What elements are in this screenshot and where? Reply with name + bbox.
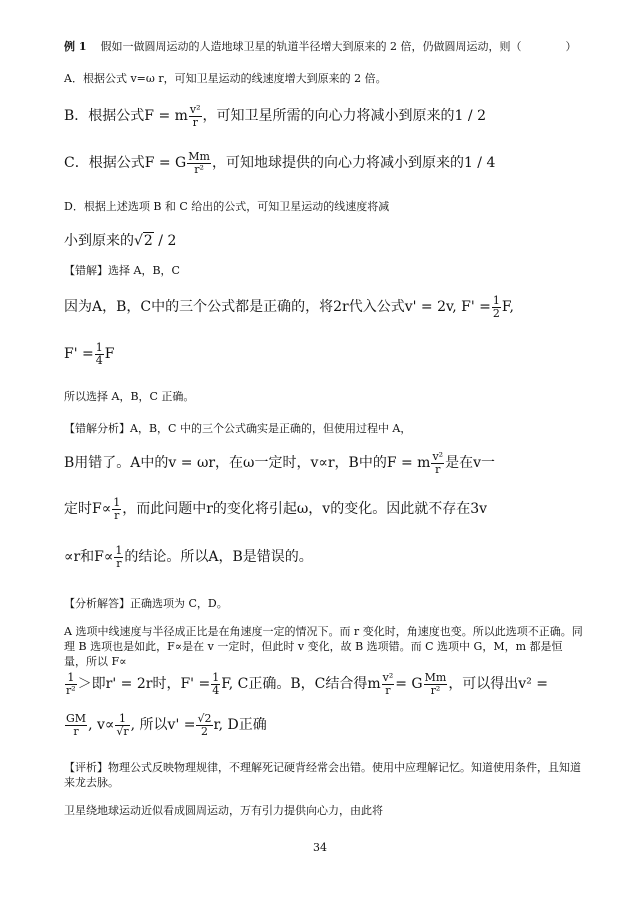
- eq1-text: ，可以得出v² =: [448, 676, 549, 693]
- eq1-text: F, C正确。B，C结合得m: [221, 676, 381, 693]
- wrong-label: 【错解】选择 A，B，C: [64, 264, 180, 277]
- fprime-pre: F' =: [64, 346, 94, 363]
- option-b: [64, 104, 486, 128]
- frac-denominator: r: [114, 508, 120, 522]
- frac-numerator: 1: [115, 713, 129, 726]
- wrong-because: [64, 295, 514, 319]
- sqrt-content: 2: [143, 233, 153, 249]
- fraction: [95, 342, 104, 366]
- frac-denominator: 2: [492, 306, 500, 320]
- frac-denominator: 2: [200, 724, 208, 738]
- eq2-text: , v∝: [88, 717, 115, 734]
- analysis-l3-post: 的结论。所以A，B是错误的。: [124, 549, 313, 566]
- example-question: [64, 38, 576, 54]
- solution-paragraph: A 选项中线速度与半径成正比是在角速度一定的情况下。而 r 变化时，角速度也变。所以此选项不正确。同理 B 选项也是如此，F∝是在 v 一定时，但此时 v 变化，故 B 选项错。而 C 选项中 G，M，m 都是恒量，所以 F∝: [64, 625, 583, 668]
- solution-eq-1: [64, 672, 548, 696]
- analysis-l1-pre: B用错了。A中的v = ωr，在ω一定时，v∝r，B中的F = m: [64, 455, 431, 472]
- solution-label: 【分析解答】正确选项为 C，D。: [64, 597, 228, 610]
- frac-numerator: Mm: [424, 671, 447, 684]
- frac-numerator: v²: [189, 103, 201, 116]
- fraction: [424, 672, 448, 696]
- frac-denominator: r²: [194, 162, 204, 176]
- fraction: [187, 151, 211, 175]
- frac-denominator: 4: [95, 353, 103, 367]
- frac-numerator: Mm: [188, 150, 210, 163]
- fraction: [382, 672, 395, 696]
- analysis-l1-post: 是在v一: [445, 455, 495, 472]
- frac-denominator: r: [435, 462, 441, 476]
- frac-numerator: GM: [66, 712, 87, 725]
- analysis-l3-pre: ∝r和F∝: [64, 549, 114, 566]
- fraction: [114, 545, 123, 569]
- option-b-post: ，可知卫星所需的向心力将减小到原来的1 / 2: [202, 108, 486, 125]
- frac-denominator: r²: [430, 683, 441, 697]
- option-c-pre: C．根据公式F = G: [64, 155, 187, 172]
- fraction: [189, 104, 202, 128]
- frac-denominator: r: [192, 115, 198, 129]
- frac-denominator: r²: [66, 683, 76, 697]
- fraction: [65, 672, 77, 696]
- frac-numerator: 1: [115, 544, 123, 557]
- fraction: [115, 713, 129, 737]
- eq1-text: = G: [395, 676, 423, 693]
- question-text: 假如一做圆周运动的人造地球卫星的轨道半径增大到原来的 2 倍，仍做圆周运动，则（ ）: [100, 40, 577, 53]
- page-number: 34: [313, 841, 327, 854]
- option-a: A．根据公式 v=ω r，可知卫星运动的线速度增大到原来的 2 倍。: [64, 72, 387, 85]
- analysis-line-3: [64, 545, 313, 569]
- frac-denominator: √r: [116, 724, 129, 738]
- option-c-post: ，可知地球提供的向心力将减小到原来的1 / 4: [211, 155, 496, 172]
- example-label: 例 1: [64, 40, 87, 53]
- frac-numerator: √2: [197, 712, 212, 725]
- analysis-line-1: [64, 451, 495, 475]
- option-d-cont: 小到原来的√2 / 2: [64, 233, 177, 249]
- frac-numerator: v²: [432, 450, 444, 463]
- frac-denominator: r: [385, 683, 391, 697]
- analysis-label: 【错解分析】A，B，C 中的三个公式确实是正确的，但使用过程中 A，: [64, 422, 412, 435]
- option-d-cont-pre: 小到原来的: [64, 233, 134, 249]
- eq1-text: ＞即r' = 2r时，F' =: [77, 676, 211, 693]
- frac-denominator: r: [73, 724, 79, 738]
- frac-numerator: 1: [212, 671, 220, 684]
- analysis-l2-pre: 定时F∝: [64, 501, 112, 518]
- because-pre: 因为A，B，C中的三个公式都是正确的，将2r代入公式v' = 2v, F' =: [64, 299, 491, 316]
- because-post: F,: [501, 299, 514, 316]
- frac-denominator: 4: [212, 683, 220, 697]
- wrong-so: 所以选择 A，B，C 正确。: [64, 390, 195, 403]
- comment-paragraph: 【评析】物理公式反映物理规律，不理解死记硬背经常会出错。使用中应理解记忆。知道使用条件，且知道来龙去脉。: [64, 761, 581, 789]
- frac-numerator: v²: [382, 671, 394, 684]
- comment-last-line: 卫星绕地球运动近似看成圆周运动，万有引力提供向心力，由此将: [64, 804, 383, 817]
- fraction: [112, 497, 121, 521]
- solution-eq-2: [64, 713, 267, 737]
- wrong-fprime: [64, 342, 114, 366]
- analysis-line-2: [64, 497, 487, 521]
- frac-numerator: 1: [65, 672, 77, 685]
- frac-numerator: 1: [113, 496, 121, 509]
- frac-numerator: 1: [95, 341, 103, 354]
- fraction: [492, 295, 501, 319]
- option-d-cont-post: / 2: [158, 233, 177, 249]
- analysis-l2-post: ，而此问题中r的变化将引起ω，v的变化。因此就不存在3v: [122, 501, 488, 518]
- fraction: [431, 451, 444, 475]
- fraction: [211, 672, 220, 696]
- option-c: [64, 151, 495, 175]
- eq2-text: r, D正确: [213, 717, 267, 734]
- fraction: [196, 713, 212, 737]
- fraction: [65, 713, 87, 737]
- fprime-post: F: [104, 346, 115, 363]
- frac-denominator: r: [116, 556, 122, 570]
- option-b-pre: B．根据公式F = m: [64, 108, 188, 125]
- option-d: D．根据上述选项 B 和 C 给出的公式，可知卫星运动的线速度将减: [64, 200, 390, 213]
- eq2-text: , 所以v' =: [130, 717, 196, 734]
- frac-numerator: 1: [492, 294, 500, 307]
